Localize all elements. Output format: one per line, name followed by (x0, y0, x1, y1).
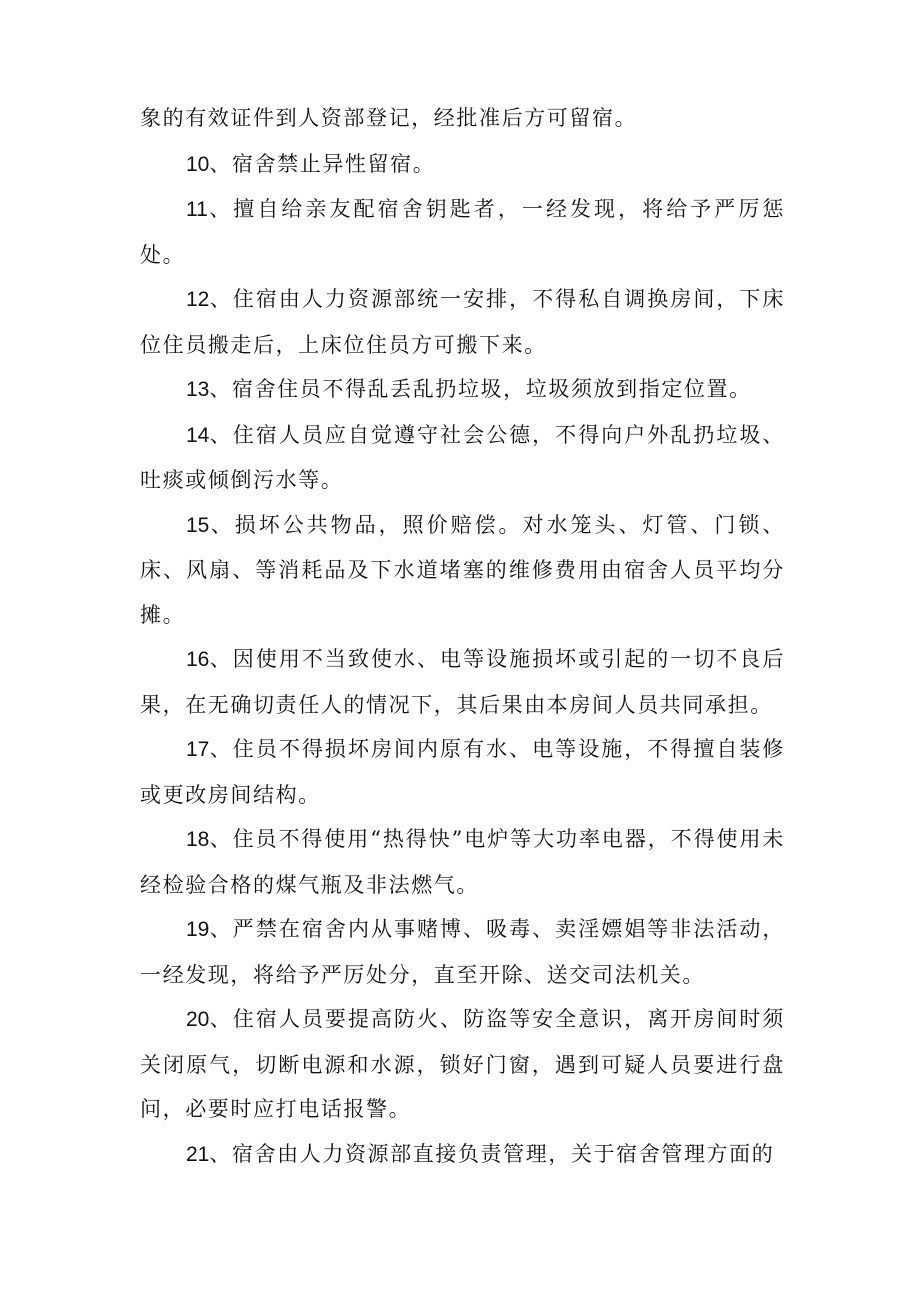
rule-13 (140, 367, 785, 413)
paragraph-text: 、宿舍住员不得乱丢乱扔垃圾，垃圾须放到指定位置。 (209, 377, 752, 401)
paragraph-number: 10 (186, 152, 210, 176)
paragraph-number: 19 (186, 918, 210, 941)
rule-10 (140, 142, 785, 188)
paragraph-text: 、擅自给亲友配宿舍钥匙者，一经发现，将给予严厉惩处。 (140, 197, 785, 267)
paragraph-number: 15 (186, 513, 210, 537)
paragraph-continuation (140, 96, 785, 142)
paragraph-number: 18 (186, 828, 210, 851)
paragraph-text: 、住宿人员要提高防火、防盗等安全意识，离开房间时须关闭原气，切断电源和水源，锁好门窗，遇到可疑人员要进行盘问，必要时应打电话报警。 (140, 1007, 785, 1121)
rule-18 (140, 817, 785, 907)
paragraph-text: 、住宿人员应自觉遵守社会公德，不得向户外乱扔垃圾、吐痰或倾倒污水等。 (140, 422, 785, 492)
paragraph-text: 、损坏公共物品，照价赔偿。对水笼头、灯管、门锁、床、风扇、等消耗品及下水道堵塞的维修费用由宿舍人员平均分摊。 (140, 512, 785, 627)
paragraph-number: 14 (186, 423, 210, 447)
paragraph-text: 、因使用不当致使水、电等设施损坏或引起的一切不良后果，在无确切责任人的情况下，其后果由本房间人员共同承担。 (140, 647, 785, 717)
paragraph-text: 、住宿由人力资源部统一安排，不得私自调换房间，下床位住员搬走后，上床位住员方可搬下来。 (140, 287, 785, 357)
rule-20 (140, 997, 785, 1132)
paragraph-number: 17 (186, 738, 210, 761)
rule-15 (140, 503, 785, 638)
paragraph-number: 16 (186, 648, 210, 671)
rule-14 (140, 413, 785, 503)
paragraph-text: 、住员不得使用“热得快”电炉等大功率电器，不得使用未经检验合格的煤气瓶及非法燃气。 (140, 827, 785, 897)
paragraph-text: 、住员不得损坏房间内原有水、电等设施，不得擅自装修或更改房间结构。 (140, 737, 785, 807)
rule-11 (140, 187, 785, 277)
document-body (140, 96, 785, 1177)
paragraph-text: 、宿舍禁止异性留宿。 (209, 151, 436, 176)
paragraph-text: 、宿舍由人力资源部直接负责管理，关于宿舍管理方面的 (209, 1141, 775, 1166)
rule-19 (140, 907, 785, 997)
paragraph-number: 12 (186, 288, 210, 311)
rule-21 (140, 1132, 785, 1178)
rule-16 (140, 637, 785, 727)
rule-17 (140, 727, 785, 817)
paragraph-number: 13 (186, 378, 210, 401)
paragraph-text: 象的有效证件到人资部登记，经批准后方可留宿。 (140, 106, 638, 130)
rule-12 (140, 277, 785, 367)
paragraph-text: 、严禁在宿舍内从事赌博、吸毒、卖淫嫖娼等非法活动，一经发现，将给予严厉处分，直至开除、送交司法机关。 (140, 917, 785, 987)
paragraph-number: 21 (186, 1142, 210, 1166)
paragraph-number: 20 (186, 1008, 210, 1031)
paragraph-number: 11 (186, 198, 208, 221)
